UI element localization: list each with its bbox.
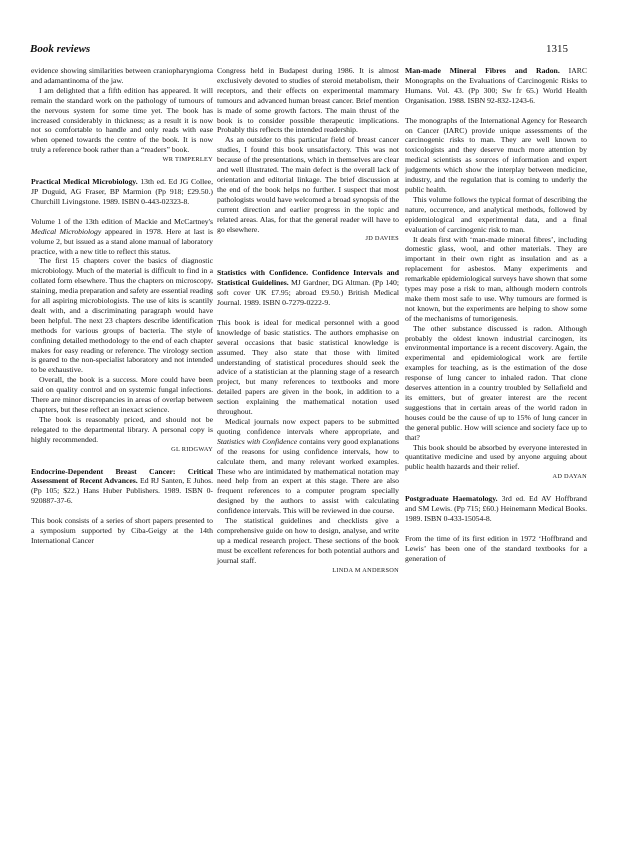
- paragraph: As an outsider to this particular field of breast cancer studies, I found this book unsatisfactory. This was not because of the presentations, which in themselves are clear and well illustrated. The main defect is the overall lack of orientation and editorial linkage. The brief discussion at the end of the book helps no further. I suspect that most pathologists would have welcomed a broad synopsis of the current direction and earlier progress in the topic and related areas. Alas, for that the general reader will have to go elsewhere.: [217, 135, 399, 234]
- book-citation: [405, 66, 587, 106]
- paragraph: The statistical guidelines and checklists give a comprehensive guide on how to design, analyse, and write up a medical research project. These sections of the book must be excellent references for both potential authors and journal staff.: [217, 516, 399, 565]
- paragraph: This book should be absorbed by everyone interested in quantitative medicine and used by anyone arguing about public health hazards and their relief.: [405, 442, 587, 472]
- book-citation: [217, 268, 399, 308]
- paragraph: Overall, the book is a success. More could have been said on quality control and on systemic fungal infections. There are minor discrepancies in areas of overlap between chapters, but these reflect an inexact science.: [31, 375, 213, 414]
- book-details: 3rd ed. Ed AV Hoffbrand and SM Lewis. (Pp 715; £60.) Heinemann Medical Books. 1989. ISBN 0-433-15054-8.: [405, 494, 587, 523]
- italic-text: Medical Microbiology: [31, 226, 102, 236]
- paragraph: It deals first with ‘man-made mineral fibres’, including domestic glass, wool, and other materials. They are important in their own right as insulation and as a replacement for asbestos. Many experiments and remarkable epidemiological surveys have shown that some types may pose a risk to man, although modern controls make them most safe to use. Why tumours are formed is not known, but the experiments are helping to show some of the mechanisms of tumorigenesis.: [405, 234, 587, 323]
- column-2: [217, 66, 399, 588]
- paragraph: The monographs of the International Agency for Research on Cancer (IARC) provide unique assessments of the carcinogenic risks to man. They are well known to toxicologists and they deserve much more attention by medical scientists as sources of information and expert judgements which show the interplay between medicine, industry, and the regulation that is coming to underly the public health.: [405, 115, 587, 194]
- reviewer-signature: WR TIMPERLEY: [162, 156, 213, 164]
- book-title: Man-made Mineral Fibres and Radon.: [405, 66, 560, 75]
- paragraph: evidence showing similarities between craniopharyngioma and adamantinoma of the jaw.: [31, 66, 213, 85]
- book-title: Statistics with Confidence. Confidence Intervals and Statistical Guidelines.: [217, 268, 399, 288]
- paragraph: I am delighted that a fifth edition has appeared. It will remain the standard work on the pathology of tumours of the nervous system for some time yet. The book has increased considerably in thickness; as a result it is now not so comfortable to handle and only reads with ease when opened towards the centre of the book. It is now truly a reference book rather than a “readers” book.: [31, 85, 213, 155]
- reviewer-signature: LINDA M ANDERSON: [332, 566, 399, 574]
- paragraph: This book is ideal for medical personnel with a good knowledge of basic statistics. The authors emphasise on several occasions that basic statistical knowledge is assumed. They also state that those with limited understanding of statistical procedures should seek the advice of a statistician at the planning stage of a research project, but many references to textbooks and more detailed papers are given in the book, in addition to a section explaining the mathematical notation used throughout.: [217, 317, 399, 417]
- reviewer-signature: AD DAYAN: [552, 473, 587, 481]
- paragraph: The first 15 chapters cover the basics of diagnostic microbiology. Much of the material is difficult to find in a collated form elsewhere. Thus the chapters on microscopy, staining, media preparation and safety are essential reading for all aspiring microbiologists. The use of kits is scantily dealt with, and a discriminating paragraph would have been helpful. The next 23 chapters describe identification methods for various groups of bacteria. The style of confining detailed methodology to the end of each chapter makes for easy reading or reference. The virology section is geared to the non-specialist laboratory and not intended to be exhaustive.: [31, 256, 213, 375]
- paragraph: This book consists of a series of short papers presented to a symposium supported by Ciba-Geigy at the 14th International Cancer: [31, 516, 213, 545]
- paragraph: Congress held in Budapest during 1986. It is almost exclusively devoted to studies of steroid metabolism, their receptors, and their effects on experimental mammary tumours and advanced human breast cancer. Brief mention is made of some growth factors. The main thrust of the book is to consider possible therapeutic implications. Probably this reflects the intended readership.: [217, 66, 399, 135]
- paragraph: The book is reasonably priced, and should not be relegated to the departmental library. A personal copy is highly recommended.: [31, 414, 213, 444]
- book-title: Endocrine-Dependent Breast Cancer: Critical Assessment of Recent Advances.: [31, 466, 213, 486]
- spacer: [217, 256, 399, 268]
- reviewer-signature: GL RIDGWAY: [171, 445, 213, 453]
- book-details: IARC Monographs on the Evaluations of Carcinogenic Risks to Humans. Vol. 43. (Pp 300; Sw fr 65.) World Health Organisation. 1988. ISBN 92-832-1243-6.: [405, 66, 587, 105]
- italic-text: Statistics with Confidence: [217, 436, 298, 446]
- book-details: MJ Gardner, DG Altman. (Pp 140; soft cover UK £7.95; abroad £9.50.) British Medical Journal. 1989. ISBN 0-7279-0222-9.: [217, 278, 399, 308]
- text-run: contains very good explanations of the reasons for using confidence intervals, how to calculate them, and many relevant worked examples. These who are intimidated by mathematical notation may need help from an expert at this stage. There are also frequent references to a computer program specially designed by the authors to assist with calculating confidence intervals. This will be reviewed in due course.: [217, 436, 399, 516]
- paragraph: [31, 217, 213, 257]
- paragraph: This volume follows the typical format of describing the nature, occurrence, and analytical methods, followed by epidemiological and experimental data, and a final evaluation of carcinogenic risk to man.: [405, 194, 587, 234]
- book-details: 13th ed. Ed JG Collee, JP Duguid, AG Fraser, BP Marmion (Pp 918; £29.50.) Churchill Livingstone. 1989. ISBN 0-443-02323-8.: [31, 177, 213, 206]
- book-title: Postgraduate Haematology.: [405, 494, 498, 504]
- text-run: appeared in 1978. Here at last is volume 2, but issued as a stand alone manual of laboratory practice, with a new title to reflect this status.: [31, 226, 213, 256]
- book-details: Ed RJ Santen, E Juhos. (Pp 105; $22.) Hans Huber Publishers. 1989. ISBN 0-920887-37-6.: [31, 476, 213, 506]
- page-number: 1315: [546, 43, 568, 55]
- column-1: [31, 66, 213, 546]
- paragraph: [217, 417, 399, 516]
- paragraph: From the time of its first edition in 1972 ‘Hoffbrand and Lewis’ has been one of the standard textbooks for a generation of: [405, 533, 587, 563]
- book-citation: [31, 467, 213, 507]
- book-citation: [405, 494, 587, 524]
- book-title: Practical Medical Microbiology.: [31, 177, 138, 187]
- reviewer-signature: JD DAVIES: [365, 235, 399, 243]
- text-run: Volume 1 of the 13th edition of Mackie and McCartney's: [31, 216, 213, 226]
- section-header: Book reviews: [30, 43, 91, 55]
- text-run: Medical journals now expect papers to be submitted quoting confidence intervals where appropriate, and: [217, 417, 399, 436]
- paragraph: The other substance discussed is radon. Although probably the oldest known industrial carcinogen, its environmental importance is a recent discovery. Again, the experimental and epidemiological work are fertile examples for teaching, as is the estimation of the dose response of lung cancer to inhaled radon. That clone deserves attention in a country troubled by Sellafield and its emitters, but of greater interest are the recent suggestions that in certain areas of the world radon in houses could be the cause of up to 15% of lung cancer in the general public. How will science and society face up to that?: [405, 323, 587, 442]
- book-citation: [31, 177, 213, 207]
- column-3: [405, 66, 587, 564]
